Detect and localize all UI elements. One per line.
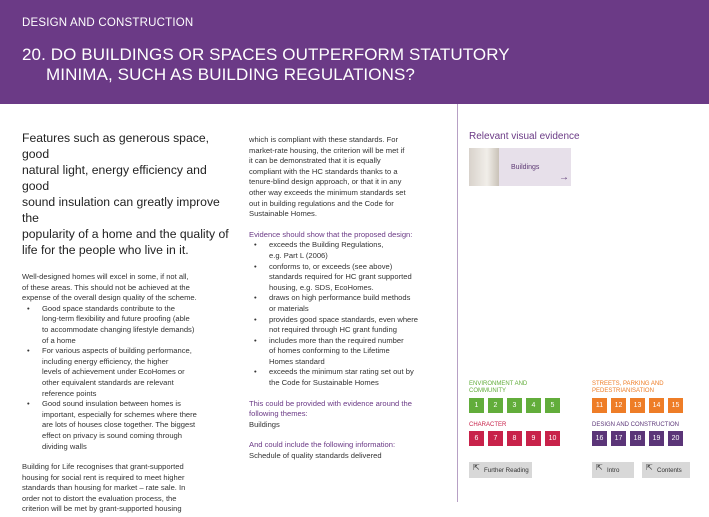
- list-item: • provides good space standards, even where not required through HC grant funding: [269, 315, 449, 336]
- question-14-button[interactable]: 14: [649, 398, 664, 413]
- evidence-heading: Evidence should show that the proposed design:: [249, 229, 413, 239]
- themes-value: Buildings: [249, 419, 280, 429]
- section-title: DESIGN AND CONSTRUCTION: [22, 17, 194, 29]
- question-7-button[interactable]: 7: [488, 431, 503, 446]
- question-12-button[interactable]: 12: [611, 398, 626, 413]
- question-18-button[interactable]: 18: [630, 431, 645, 446]
- text-line: housing for social rent is required to meet higher: [22, 472, 185, 482]
- further-reading-label: Further Reading: [484, 467, 529, 474]
- character-boxes: [469, 431, 560, 446]
- title-line-2: MINIMA, SUCH AS BUILDING REGULATIONS?: [46, 65, 415, 84]
- category-environment-label: ENVIRONMENT AND COMMUNITY: [469, 381, 528, 394]
- question-15-button[interactable]: 15: [668, 398, 683, 413]
- lead-line: life for the people who live in it.: [22, 243, 189, 257]
- question-2-button[interactable]: 2: [488, 398, 503, 413]
- question-1-button[interactable]: 1: [469, 398, 484, 413]
- themes-heading: This could be provided with evidence around the following themes:: [249, 398, 412, 419]
- column-divider: [457, 104, 458, 502]
- corner-arrow-icon: ⇱: [596, 463, 603, 472]
- benefits-list: [22, 304, 234, 452]
- column-1: [22, 130, 234, 515]
- list-item: • Good space standards contribute to the long-term flexibility and future proofing (able to accommodate changing lifestyle demands) of a home: [42, 304, 234, 346]
- evidence-label: Buildings: [511, 164, 540, 171]
- text-line: standards than housing for market – rate sale. In: [22, 483, 186, 493]
- intro-label: Intro: [607, 467, 620, 474]
- text-line: criterion will be met by grant-supported housing: [22, 504, 182, 514]
- question-8-button[interactable]: 8: [507, 431, 522, 446]
- category-streets-label: STREETS, PARKING AND PEDESTRIANISATION: [592, 381, 664, 394]
- contents-label: Contents: [657, 467, 682, 474]
- info-heading: And could include the following information:: [249, 440, 396, 450]
- text-line: of these areas. This should not be achieved at the: [22, 282, 190, 292]
- outro-paragraph: [22, 462, 234, 515]
- relevant-evidence-heading: Relevant visual evidence: [469, 131, 580, 142]
- question-6-button[interactable]: 6: [469, 431, 484, 446]
- lead-line: natural light, energy efficiency and good: [22, 163, 207, 193]
- page-title: [22, 45, 510, 85]
- question-19-button[interactable]: 19: [649, 431, 664, 446]
- evidence-list: [249, 240, 449, 388]
- environment-boxes: [469, 398, 560, 413]
- intro-paragraph: [22, 272, 234, 304]
- list-item: • includes more than the required number of homes conforming to the Lifetime Homes standard: [269, 336, 449, 368]
- lead-line: Features such as generous space, good: [22, 131, 209, 161]
- text-line: order not to distort the evaluation process, the: [22, 493, 177, 503]
- text-line: Building for Life recognises that grant-supported: [22, 462, 184, 472]
- lead-paragraph: [22, 130, 234, 258]
- buildings-evidence-link[interactable]: [469, 148, 571, 186]
- design-boxes: [592, 431, 683, 446]
- list-item: • exceeds the Building Regulations, e.g. Part L (2006): [269, 240, 449, 261]
- list-item: • draws on high performance build methods or materials: [269, 293, 449, 314]
- intro-button[interactable]: [592, 462, 634, 478]
- question-3-button[interactable]: 3: [507, 398, 522, 413]
- list-item: • Good sound insulation between homes is important, especially for schemes where there are lots of houses close together. The biggest effect on privacy is sound coming through dividing walls: [42, 399, 234, 452]
- question-10-button[interactable]: 10: [545, 431, 560, 446]
- title-line-1: 20. DO BUILDINGS OR SPACES OUTPERFORM STATUTORY: [22, 45, 510, 64]
- category-character-label: CHARACTER: [469, 422, 507, 428]
- question-13-button[interactable]: 13: [630, 398, 645, 413]
- question-20-button[interactable]: 20: [668, 431, 683, 446]
- column-2: [249, 135, 449, 462]
- lead-line: sound insulation can greatly improve the: [22, 195, 220, 225]
- list-item: • conforms to, or exceeds (see above) standards required for HC grant supported housing, e.g. SDS, EcoHomes.: [269, 262, 449, 294]
- page-header: [0, 0, 709, 104]
- corner-arrow-icon: ⇱: [473, 463, 480, 472]
- corner-arrow-icon: ⇱: [646, 463, 653, 472]
- text-line: Well-designed homes will excel in some, if not all,: [22, 272, 189, 281]
- contents-button[interactable]: [642, 462, 690, 478]
- question-9-button[interactable]: 9: [526, 431, 541, 446]
- text-line: expense of the overall design quality of the scheme.: [22, 293, 197, 303]
- question-11-button[interactable]: 11: [592, 398, 607, 413]
- list-item: • For various aspects of building performance, including energy efficiency, the higher levels of achievement under EcoHomes or other equivalent standards are relevant reference points: [42, 346, 234, 399]
- category-design-label: DESIGN AND CONSTRUCTION: [592, 422, 680, 428]
- question-16-button[interactable]: 16: [592, 431, 607, 446]
- streets-boxes: [592, 398, 683, 413]
- question-5-button[interactable]: 5: [545, 398, 560, 413]
- question-4-button[interactable]: 4: [526, 398, 541, 413]
- info-value: Schedule of quality standards delivered: [249, 451, 382, 461]
- lead-line: popularity of a home and the quality of: [22, 227, 229, 241]
- buildings-thumbnail: [469, 148, 499, 186]
- arrow-right-icon: →: [559, 172, 569, 183]
- further-reading-button[interactable]: [469, 462, 532, 478]
- question-17-button[interactable]: 17: [611, 431, 626, 446]
- continued-paragraph: which is compliant with these standards. For market-rate housing, the criterion will be met if it can be demonstrated that it is equally compliant with the HC standards thanks to a tenure-blind design approach, or that it in any other way exceeds the minimum standards set out in building regulations and the Code for Sustainable Homes.: [249, 135, 406, 219]
- list-item: • exceeds the minimum star rating set out by the Code for Sustainable Homes: [269, 367, 449, 388]
